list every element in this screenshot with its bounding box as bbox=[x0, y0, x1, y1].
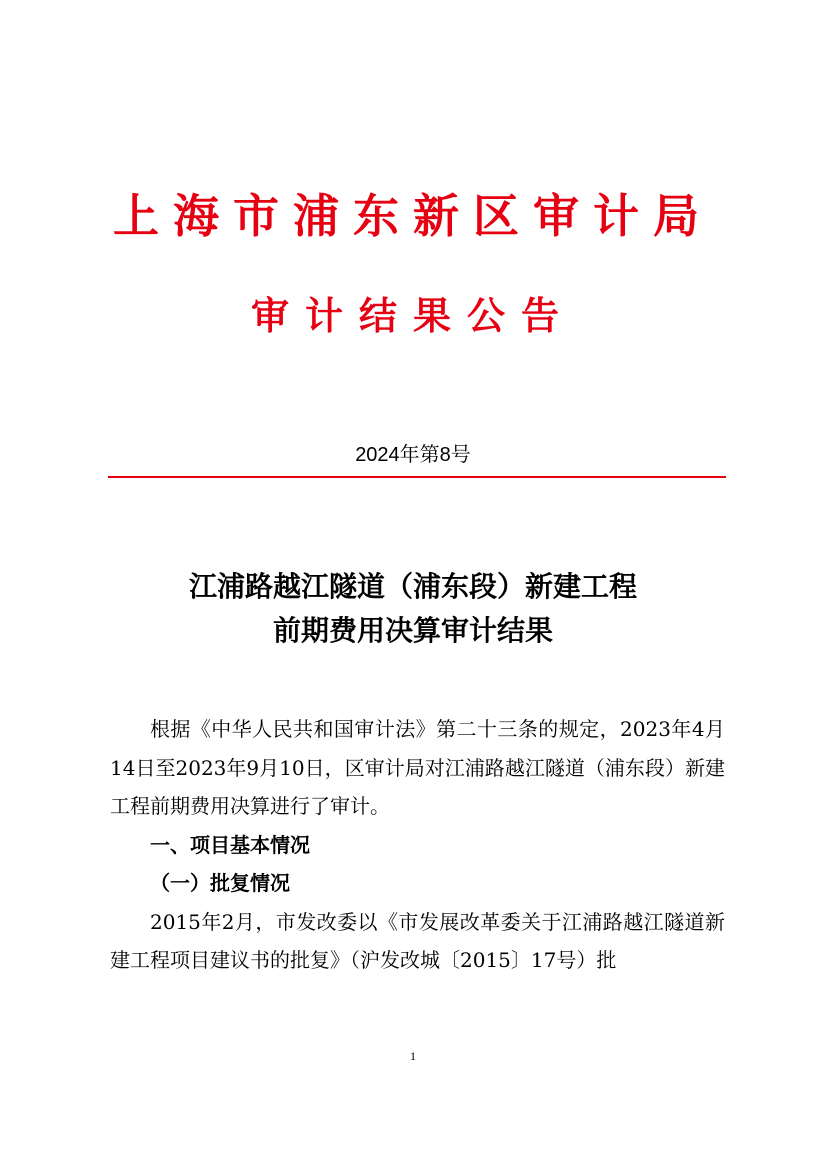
red-separator-line bbox=[108, 476, 726, 478]
organization-title: 上海市浦东新区审计局 bbox=[113, 189, 713, 243]
section-1-1-paragraph: 2015年2月，市发改委以《市发展改革委关于江浦路越江隧道新建工程项目建议书的批复》（沪发改城〔2015〕17号）批 bbox=[110, 909, 725, 972]
document-number: 2024年第8号 bbox=[355, 444, 471, 466]
body-text bbox=[110, 710, 725, 980]
announcement-title-line-2: 前期费用决算审计结果 bbox=[272, 614, 553, 647]
section-1-heading: 一、项目基本情况 bbox=[150, 832, 310, 857]
intro-paragraph: 根据《中华人民共和国审计法》第二十三条的规定，2023年4月14日至2023年9月10日，区审计局对江浦路越江隧道（浦东段）新建工程前期费用决算进行了审计。 bbox=[110, 717, 725, 818]
page-number: 1 bbox=[410, 1049, 416, 1063]
announcement-title-line-1: 江浦路越江隧道（浦东段）新建工程 bbox=[188, 570, 637, 603]
document-type-title: 审计结果公告 bbox=[250, 294, 575, 338]
section-1-1-heading: （一）批复情况 bbox=[150, 871, 290, 895]
announcement-title bbox=[0, 565, 826, 653]
